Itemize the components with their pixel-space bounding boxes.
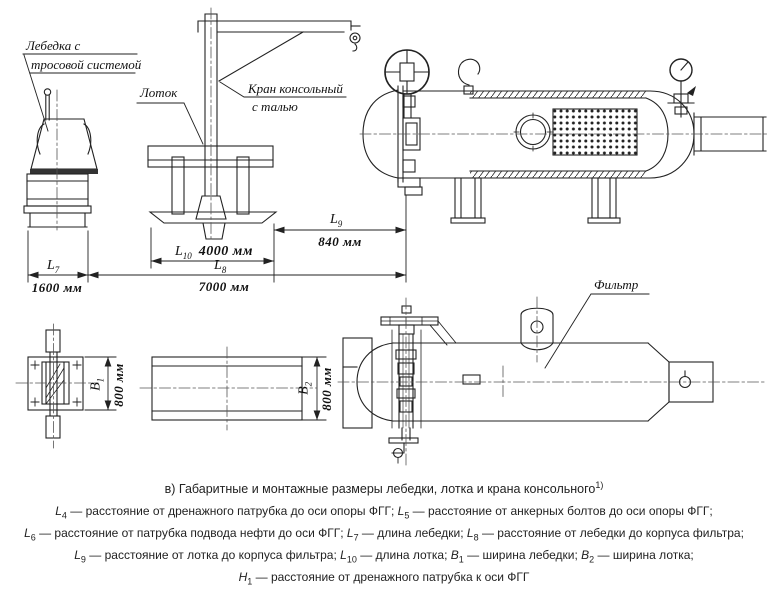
legend-symbol: L (466, 525, 474, 540)
dim-l10-label: $L_{10}$ 4000 мм (175, 244, 253, 261)
legend-symbol: L (346, 525, 354, 540)
legend-line-3: $L_9$ — расстояние от лотка до корпуса фильтра; $L_{10}$ — длина лотка; $B_1$ — ширина лебедки; $B_2$ — ширина лотка; (74, 547, 694, 565)
legend-desc: — ширина лебедки; (463, 547, 582, 562)
filter-top-view (343, 306, 713, 463)
winch-label-line1: Лебедка с (26, 38, 81, 53)
legend-symbol: L (340, 547, 347, 562)
legend-desc: — расстояние от лотка до корпуса фильтра; (85, 547, 341, 562)
dim-l8-value: 7000 мм (198, 279, 250, 294)
label-leader-lines (23, 54, 649, 368)
footnote-reference: 1) (595, 480, 604, 490)
tray-label: Лоток (140, 85, 178, 100)
legend-desc: — длина лотка; (356, 547, 451, 562)
filter-label: Фильтр (594, 277, 639, 292)
legend-desc: — длина лебедки; (358, 525, 467, 540)
crane-label-line1: Кран консольный (248, 81, 343, 96)
dim-b2-value: 800 мм (319, 367, 334, 411)
legend-desc: — расстояние от дренажного патрубка к оси ФГГ (252, 569, 530, 584)
legend-desc: — ширина лотка; (594, 547, 694, 562)
dim-l9-symbol: $L_9$ (330, 212, 343, 229)
legend-symbol: B (581, 547, 590, 562)
dim-b1-value: 800 мм (111, 363, 126, 407)
legend-desc: — расстояние от анкерных болтов до оси опоры ФГГ; (409, 504, 713, 518)
crane-tray-front-view (148, 14, 360, 239)
legend-symbol: L (74, 547, 81, 562)
figure-caption (0, 480, 768, 496)
dim-b2-symbol: $B_2$ (296, 381, 314, 395)
dim-l8-symbol: $L_8$ (214, 258, 227, 275)
legend-desc: — расстояние от дренажного патрубка до оси опоры ФГГ; (66, 504, 398, 518)
winch-label-line2: тросовой системой (31, 57, 142, 72)
filter-side-view (363, 50, 766, 223)
legend-symbol: L (55, 504, 62, 518)
legend-desc: — расстояние от патрубка подвода нефти до оси ФГГ; (35, 525, 347, 540)
dim-l7-value: 1600 мм (31, 280, 83, 295)
legend-symbol: L (24, 525, 31, 540)
crane-label-line2: с талью (252, 99, 298, 114)
legend-line-4: $H_1$ — расстояние от дренажного патрубка к оси ФГГ (238, 569, 530, 587)
winch-front-view (24, 89, 98, 227)
dim-b1-symbol: $B_1$ (88, 377, 106, 391)
legend-symbol: H (238, 569, 248, 584)
dim-l9-value: 840 мм (318, 234, 362, 249)
legend-symbol: B (450, 547, 459, 562)
caption-text: в) Габаритные и монтажные размеры лебедки, лотка и крана консольного (164, 482, 596, 497)
legend-line-2: $L_6$ — расстояние от патрубка подвода нефти до оси ФГГ; $L_7$ — длина лебедки; $L_8$ — расстояние от лебедки до корпуса фильтра; (24, 525, 744, 543)
legend-symbol: L (397, 504, 405, 518)
legend (0, 503, 768, 591)
legend-line-1: $L_4$ — расстояние от дренажного патрубка до оси опоры ФГГ; $L_5$ — расстояние от анкерных болтов до оси опоры ФГГ; (55, 504, 713, 521)
legend-desc: — расстояние от лебедки до корпуса фильтра; (478, 525, 744, 540)
dim-l7-symbol: $L_7$ (47, 258, 60, 275)
